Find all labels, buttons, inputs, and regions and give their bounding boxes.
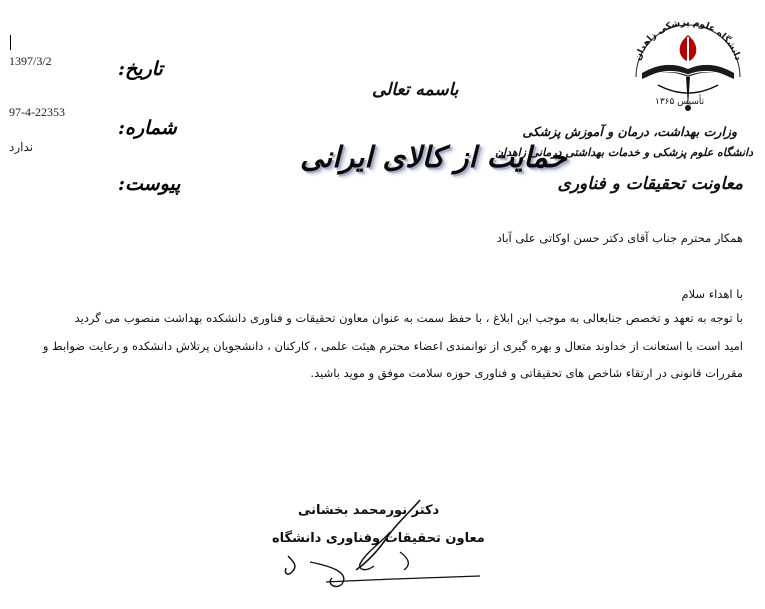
date-value: 1397/3/2: [9, 54, 52, 68]
number-value: 97-4-22353: [9, 105, 65, 119]
body-line-1: با توجه به تعهد و تخصص جنابعالی به موجب این ابلاغ ، با حفظ سمت به عنوان معاون تحقیقات و فناوری دانشکده بهداشت منصوب می گردید: [74, 311, 743, 325]
body-line-2: امید است با استعانت از خداوند متعال و بهره گیری از توانمندی اعضاء محترم هیئت علمی ، کارکنان ، دانشجویان پرتلاش دانشکده و رعایت ضوابط و: [42, 339, 743, 353]
signatory-name: دکتر نورمحمد بخشانی: [298, 503, 440, 518]
attachment-label: پیوست:: [118, 173, 181, 195]
bismillah-heading: باسمه تعالی: [372, 80, 459, 100]
emblem-icon: [680, 35, 697, 61]
handwritten-signature: [270, 492, 500, 602]
number-label: شماره:: [118, 117, 177, 139]
ministry-line: وزارت بهداشت، درمان و آموزش پزشکی: [522, 124, 737, 139]
greeting: با اهداء سلام: [681, 287, 743, 301]
signatory-title: معاون تحقیقات وفناوری دانشگاه: [272, 531, 485, 546]
deputy-line: معاونت تحقیقات و فناوری: [557, 174, 743, 194]
university-line: دانشگاه علوم پزشکی و خدمات بهداشتی درمانی زاهدان: [494, 146, 753, 159]
attachment-value: ندارد: [9, 140, 34, 154]
slogan-heading: حمایت از کالای ایرانی: [300, 140, 567, 174]
logo-founded: تأسیس ۱۳۶۵: [655, 97, 705, 107]
body-line-3: مقررات قانونی در ارتقاء شاخص های تحقیقاتی و فناوری حوزه سلامت موفق و موید باشید.: [310, 366, 743, 380]
addressee: همکار محترم جناب آقای دکتر حسن اوکاتی علی آباد: [496, 231, 743, 245]
text-cursor: [10, 35, 11, 50]
logo-arc-text: دانشگاه علوم پزشکی زاهدان: [633, 17, 743, 63]
date-label: تاریخ:: [118, 58, 163, 80]
